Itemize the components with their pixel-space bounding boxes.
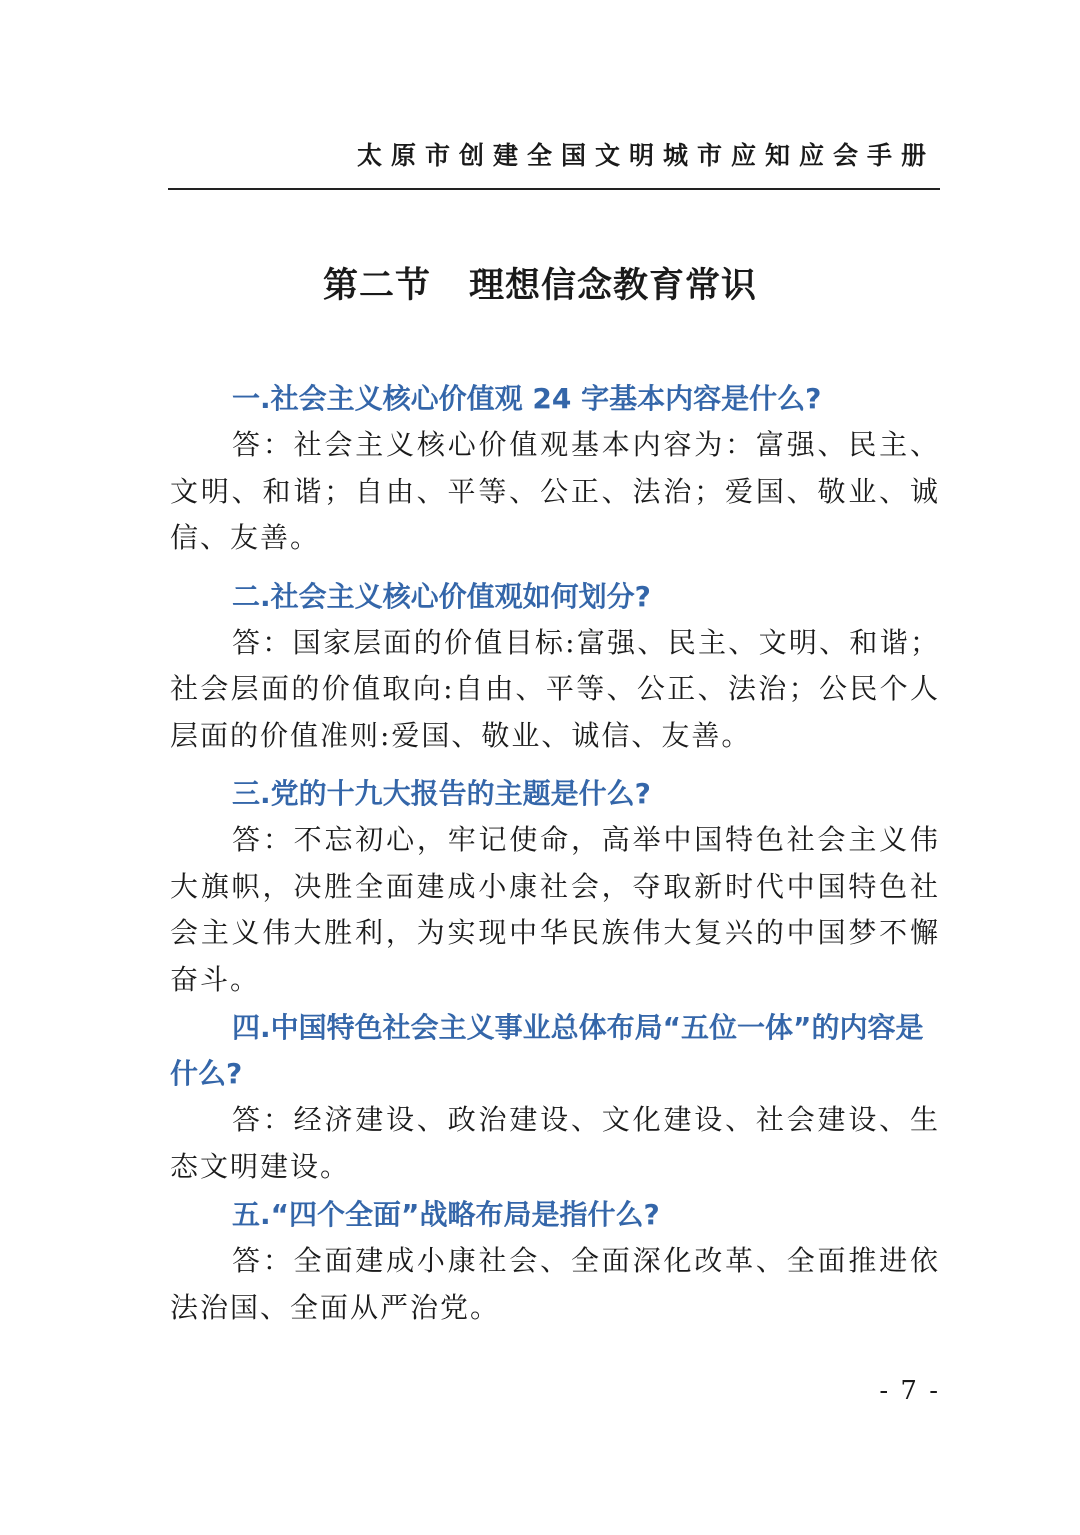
header-rule (168, 188, 940, 190)
question-1: 一.社会主义核心价值观 24 字基本内容是什么? (232, 382, 822, 415)
section-heading: 理想信念教育常识 (469, 266, 758, 306)
answer-5: 答：全面建成小康社会、全面深化改革、全面推进依法治国、全面从严治党。 (170, 1244, 940, 1324)
section-title (0, 258, 1080, 308)
question-3: 三.党的十九大报告的主题是什么? (232, 777, 651, 810)
running-header: 太原市创建全国文明城市应知应会手册 (356, 141, 935, 170)
qa-list (170, 376, 940, 1343)
answer-1: 答：社会主义核心价值观基本内容为：富强、民主、文明、和谐；自由、平等、公正、法治；爱国、敬业、诚信、友善。 (170, 428, 940, 554)
answer-4: 答：经济建设、政治建设、文化建设、社会建设、生态文明建设。 (170, 1103, 940, 1183)
page-number: - 7 - (879, 1376, 940, 1406)
question-2: 二.社会主义核心价值观如何划分? (232, 579, 651, 613)
question-4: 四.中国特色社会主义事业总体布局“五位一体”的内容是什么? (170, 1011, 924, 1090)
answer-2: 答：国家层面的价值目标:富强、民主、文明、和谐；社会层面的价值取向:自由、平等、公正、法治；公民个人层面的价值准则:爱国、敬业、诚信、友善。 (170, 625, 940, 752)
question-5: 五.“四个全面”战略布局是指什么? (232, 1198, 660, 1231)
section-number: 第二节 (322, 266, 431, 306)
answer-3: 答：不忘初心，牢记使命，高举中国特色社会主义伟大旗帜，决胜全面建成小康社会，夺取新时代中国特色社会主义伟大胜利，为实现中华民族伟大复兴的中国梦不懈奋斗。 (170, 823, 940, 996)
